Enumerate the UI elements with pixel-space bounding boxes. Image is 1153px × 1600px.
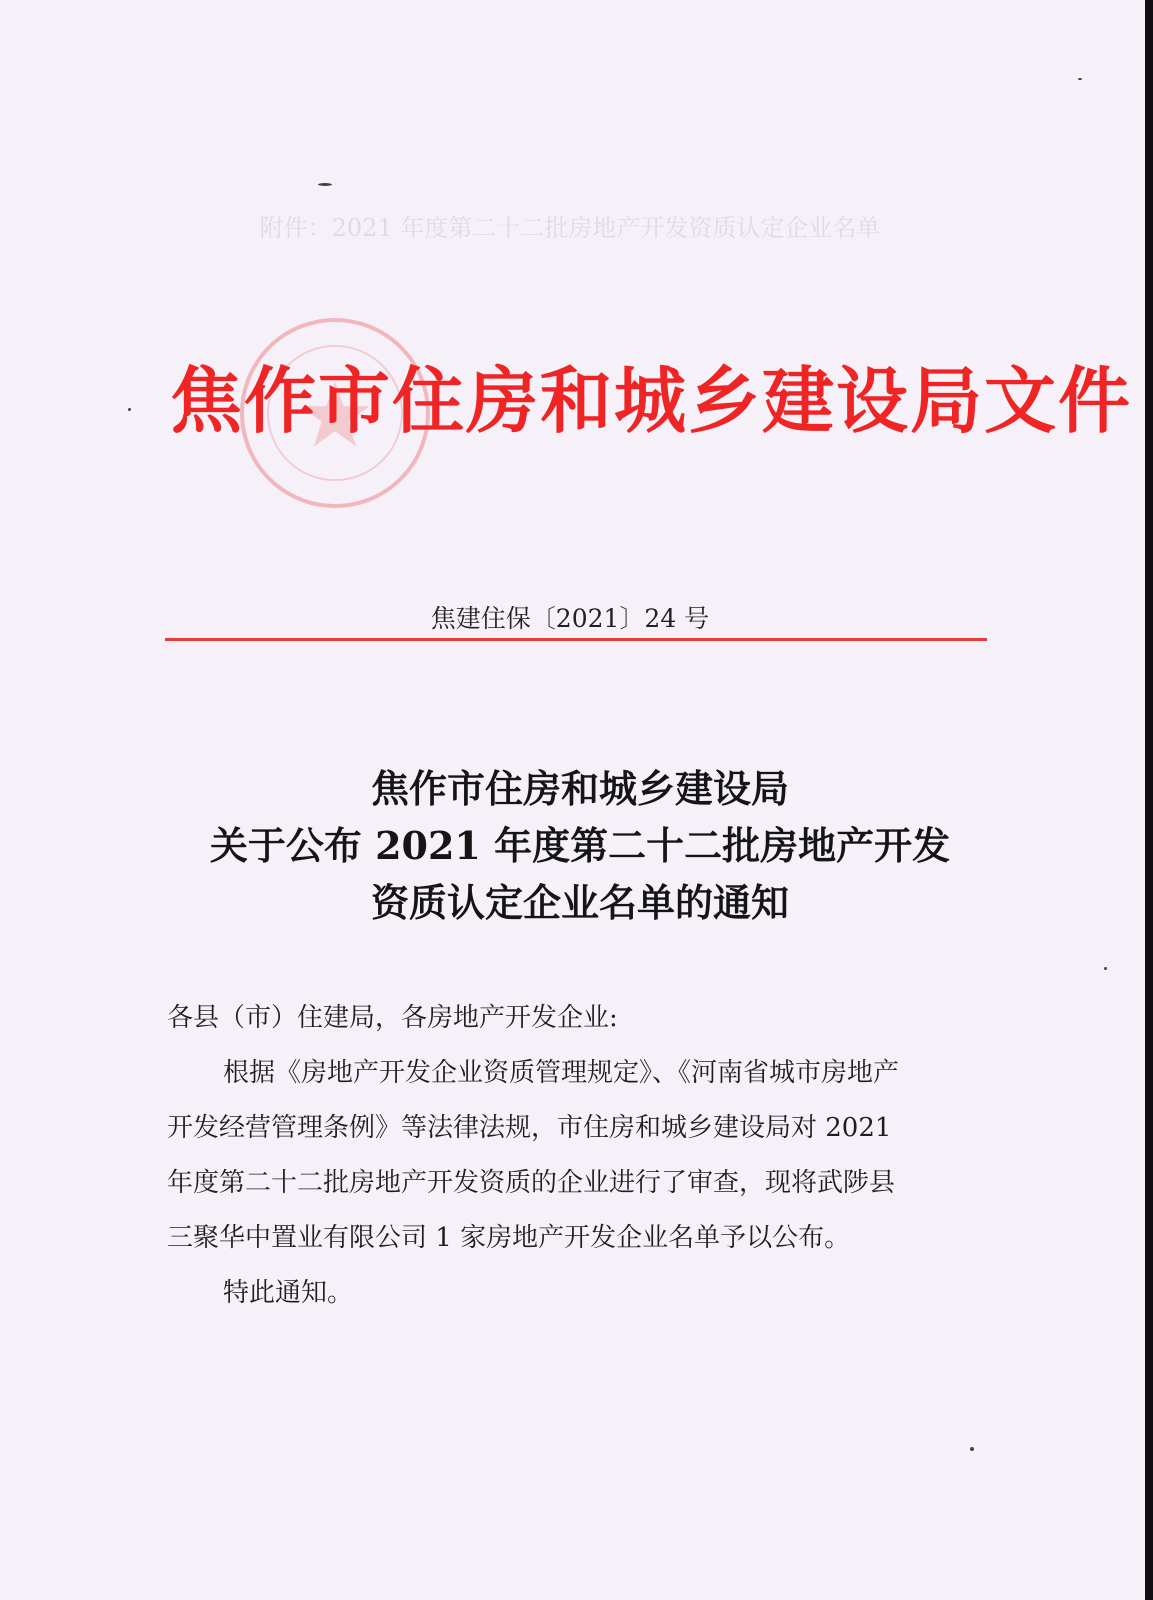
- issuing-authority-header: 焦作市住房和城乡建设局文件: [170, 358, 1133, 443]
- body-line: 开发经营管理条例》等法律法规，市住房和城乡建设局对 2021: [167, 1113, 892, 1143]
- scan-speck: [970, 1447, 974, 1451]
- show-through-text: 附件：2021 年度第二十二批房地产开发资质认定企业名单: [259, 214, 881, 242]
- scan-speck: [128, 408, 131, 411]
- notice-body: [167, 991, 997, 1321]
- red-divider: [165, 638, 987, 641]
- scan-speck: [1104, 967, 1107, 970]
- scan-edge: [1145, 0, 1153, 1600]
- scan-speck: [1078, 78, 1082, 80]
- title-line: 关于公布 2021 年度第二十二批房地产开发: [209, 823, 951, 868]
- title-line: 资质认定企业名单的通知: [370, 880, 789, 925]
- document-number: 焦建住保〔2021〕24 号: [430, 604, 710, 633]
- scan-speck: [318, 183, 332, 186]
- salutation: 各县（市）住建局，各房地产开发企业:: [167, 1003, 618, 1033]
- title-line: 焦作市住房和城乡建设局: [370, 766, 789, 811]
- notice-title: [140, 760, 1020, 931]
- body-line: 三聚华中置业有限公司 1 家房地产开发企业名单予以公布。: [167, 1223, 851, 1253]
- closing-line: 特此通知。: [223, 1278, 354, 1308]
- body-line: 根据《房地产开发企业资质管理规定》、《河南省城市房地产: [223, 1058, 900, 1088]
- body-line: 年度第二十二批房地产开发资质的企业进行了审查，现将武陟县: [167, 1168, 896, 1198]
